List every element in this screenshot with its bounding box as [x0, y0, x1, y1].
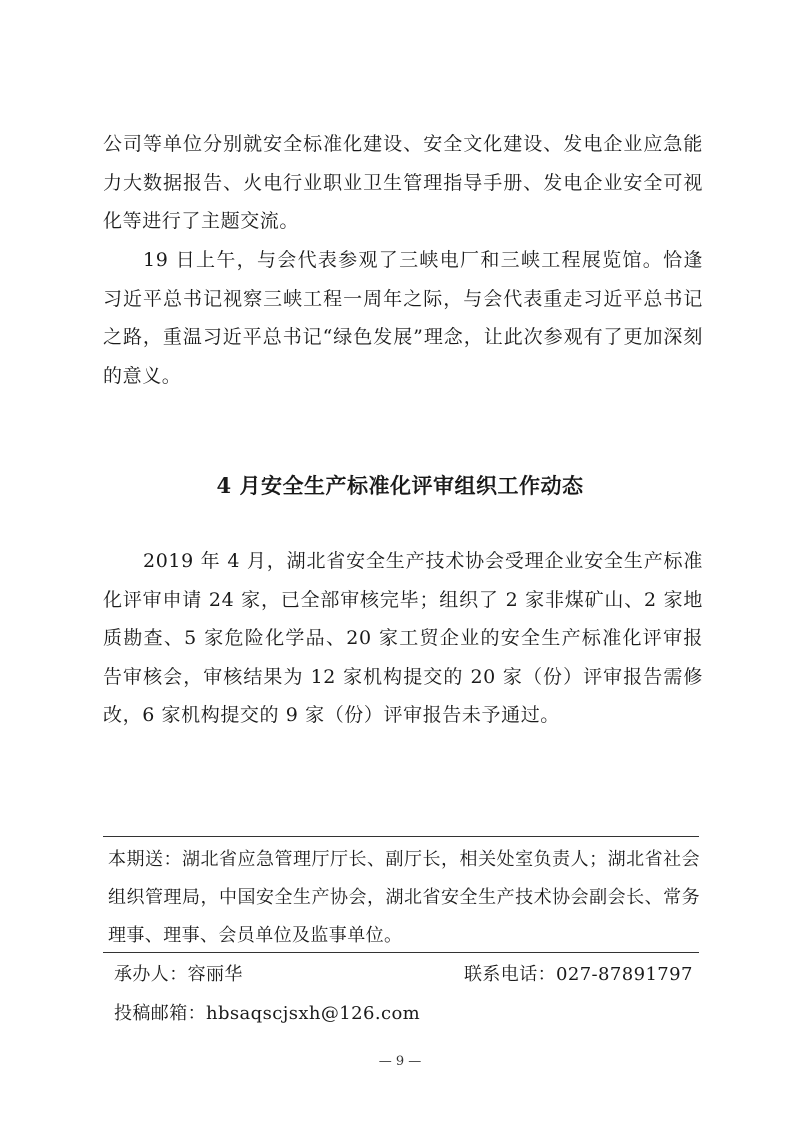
phone-number: 027-87891797: [556, 964, 693, 985]
organizer-label: 承办人：: [114, 964, 188, 985]
organizer-name: 容丽华: [187, 964, 243, 985]
distribution-list: 本期送：湖北省应急管理厅厅长、副厅长，相关处室负责人；湖北省社会组织管理局，中国安全生产协会，湖北省安全生产技术协会副会长、常务理事、理事、会员单位及监事单位。: [108, 849, 700, 946]
contact-row-email: [114, 999, 700, 1025]
phone-label: 联系电话：: [464, 964, 556, 985]
section-title: 4 月安全生产标准化评审组织工作动态: [216, 473, 584, 498]
footer-middle-divider: [103, 952, 699, 953]
review-paragraph-text: 2019 年 4 月，湖北省安全生产技术协会受理企业安全生产标准化评审申请 24 家，已全部审核完毕；组织了 2 家非煤矿山、2 家地质勘查、5 家危险化学品、20 家工贸企业的安全生产标准化评审报告审核会，审核结果为 12 家机构提交的 20 家（份）评审报告需修改，6 家机构提交的 9 家（份）评审报告未予通过。: [103, 550, 703, 726]
contact-row-organizer: [114, 960, 700, 986]
phone-block: [464, 960, 693, 986]
continuation-paragraph: [103, 125, 703, 241]
footer-top-divider: [103, 836, 699, 837]
email-label: 投稿邮箱：: [114, 1003, 206, 1024]
visit-paragraph-text: 19 日上午，与会代表参观了三峡电厂和三峡工程展览馆。恰逢习近平总书记视察三峡工程一周年之际，与会代表重走习近平总书记之路，重温习近平总书记“绿色发展”理念，让此次参观有了更加深刻的意义。: [103, 249, 703, 387]
visit-paragraph: [103, 241, 703, 395]
page-number: — 9 —: [378, 1054, 422, 1069]
continuation-paragraph-text: 公司等单位分别就安全标准化建设、安全文化建设、发电企业应急能力大数据报告、火电行业职业卫生管理指导手册、发电企业安全可视化等进行了主题交流。: [103, 133, 703, 232]
review-paragraph: [103, 542, 703, 735]
email-address: hbsaqscjsxh@126.com: [206, 1003, 421, 1024]
